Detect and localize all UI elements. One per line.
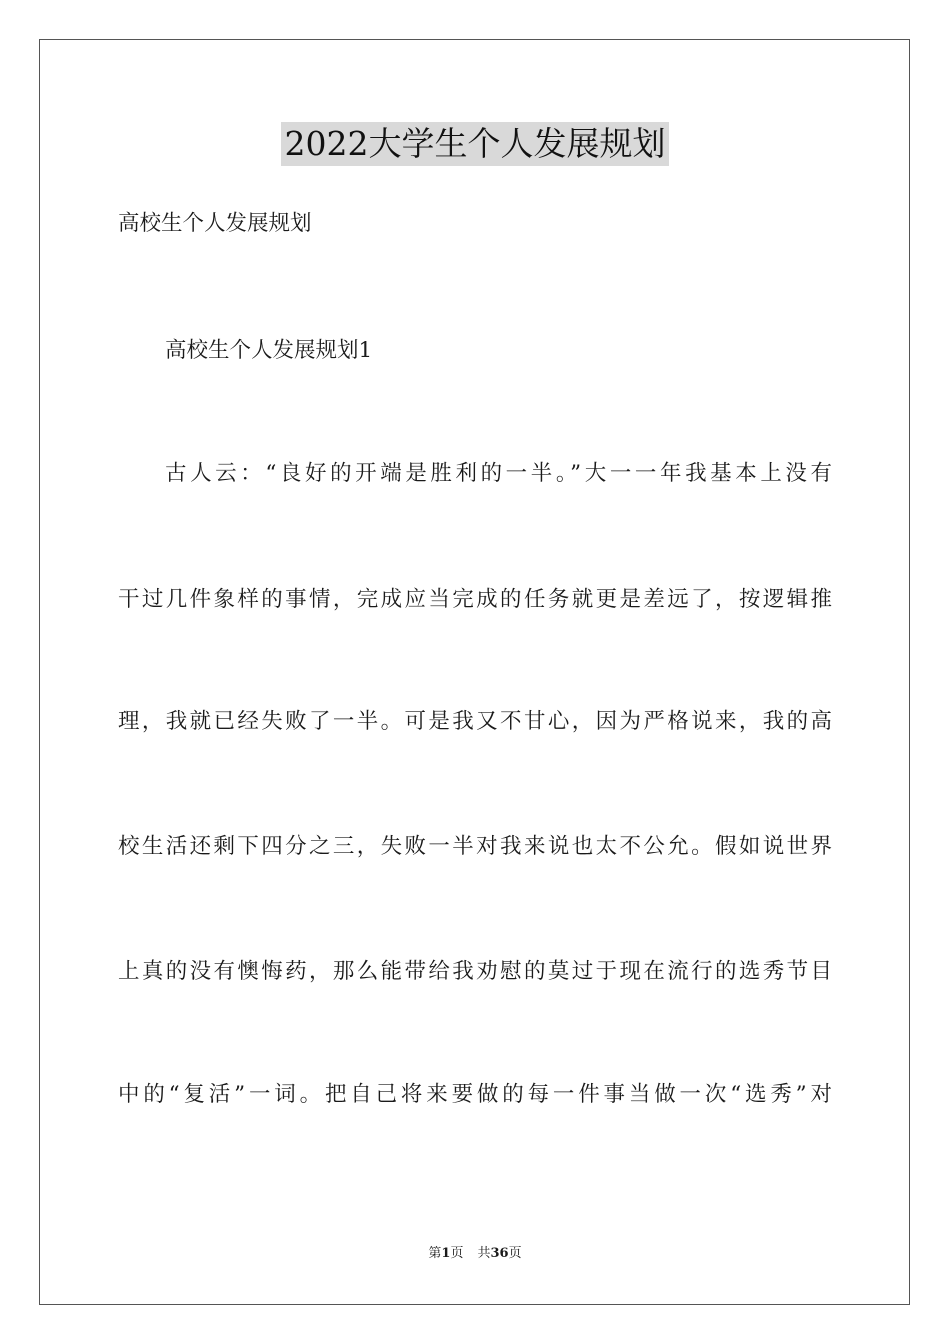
title-container [0, 122, 950, 166]
paragraph-line: 理，我就已经失败了一半。可是我又不甘心，因为严格说来，我的高 [118, 709, 832, 734]
total-suffix: 页 [508, 1246, 522, 1261]
page-prefix: 第 [428, 1246, 442, 1261]
page-footer [0, 1244, 950, 1264]
paragraph-line: 校生活还剩下四分之三，失败一半对我来说也太不公允。假如说世界 [118, 834, 832, 859]
page-total: 36 [490, 1246, 509, 1261]
paragraph-line: 上真的没有懊悔药，那么能带给我劝慰的莫过于现在流行的选秀节目 [118, 959, 832, 984]
document-title: 2022大学生个人发展规划 [281, 122, 670, 166]
document-subtitle: 高校生个人发展规划 [118, 211, 312, 236]
page-current: 1 [441, 1246, 451, 1261]
section-heading: 高校生个人发展规划1 [165, 338, 373, 363]
paragraph-line: 干过几件象样的事情，完成应当完成的任务就更是差远了，按逻辑推 [118, 587, 832, 612]
paragraph-line: 中的“复活”一词。把自己将来要做的每一件事当做一次“选秀”对 [118, 1082, 832, 1107]
total-prefix: 共 [477, 1246, 491, 1261]
paragraph-line: 古人云：“良好的开端是胜利的一半。”大一一年我基本上没有 [165, 461, 832, 486]
page-suffix: 页 [450, 1246, 464, 1261]
